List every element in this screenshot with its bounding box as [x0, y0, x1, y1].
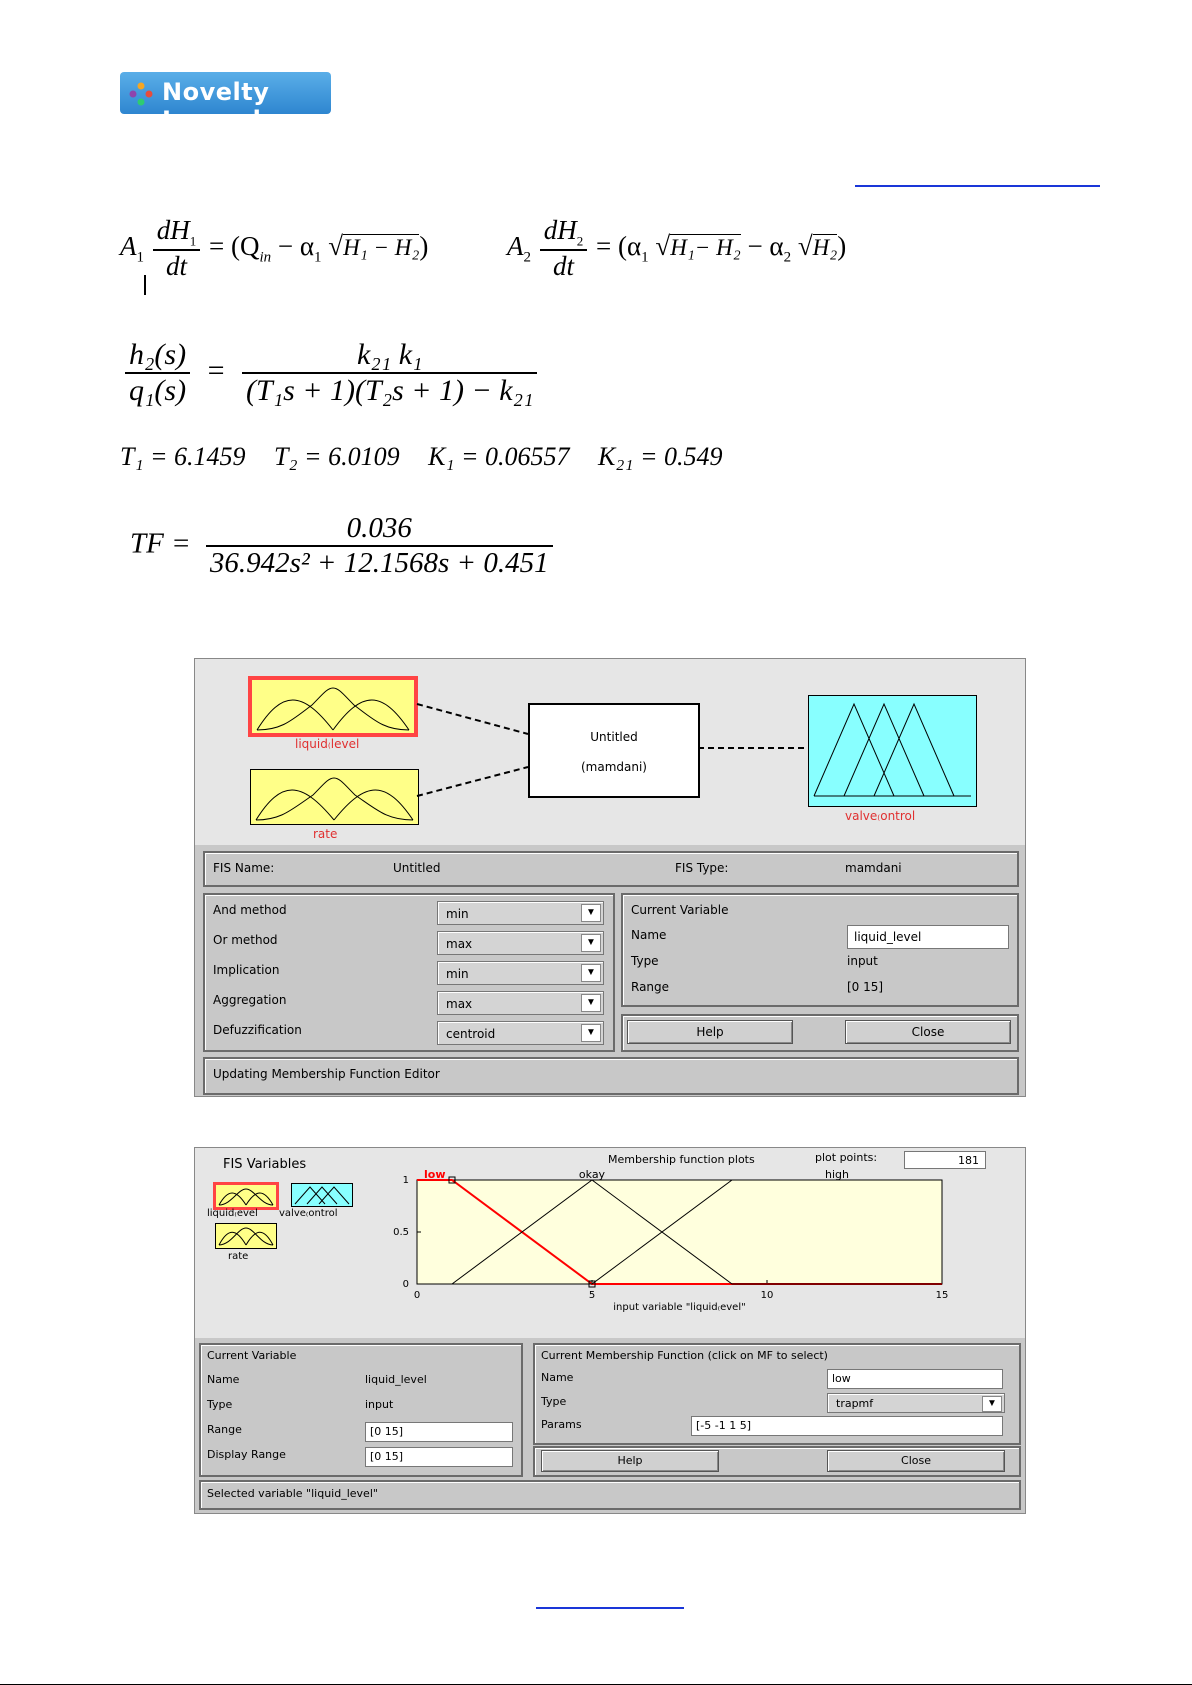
input1-label: liquid₍level	[295, 737, 360, 751]
output-label: valve₍ontrol	[845, 809, 916, 823]
and-method-select[interactable]: min ▼	[437, 901, 604, 925]
current-variable-group	[621, 893, 1019, 1007]
defuzzification-label: Defuzzification	[213, 1023, 302, 1037]
logo-dots-icon	[128, 81, 154, 107]
mf-status-bar	[199, 1480, 1021, 1510]
chevron-down-icon: ▼	[581, 1024, 601, 1042]
text-cursor	[144, 275, 146, 295]
fis-info-group	[203, 851, 1019, 887]
mf-label-high: high	[825, 1168, 849, 1181]
output-valve-control-box[interactable]	[808, 695, 977, 807]
header-link[interactable]	[855, 185, 1100, 187]
fis-name-value: Untitled	[393, 861, 441, 875]
mf-cv-type-label: Type	[207, 1398, 233, 1411]
current-mf-title: Current Membership Function (click on MF to select)	[541, 1349, 828, 1362]
cv-range-value: [0 15]	[847, 980, 884, 994]
mf-params-input[interactable]: [-5 -1 1 5]	[691, 1416, 1003, 1436]
mf-range-input[interactable]: [0 15]	[365, 1422, 513, 1442]
plot-background	[417, 1180, 942, 1284]
close-button[interactable]: Close	[845, 1020, 1011, 1044]
var-rate-box[interactable]	[215, 1223, 277, 1249]
implication-select[interactable]: min ▼	[437, 961, 604, 985]
fis-system-box[interactable]	[528, 703, 700, 798]
chevron-down-icon: ▼	[581, 934, 601, 952]
mf-cv-name-label: Name	[207, 1373, 240, 1386]
mf-cv-type-value: input	[365, 1398, 394, 1411]
or-method-select[interactable]: max ▼	[437, 931, 604, 955]
cv-type-value: input	[847, 954, 878, 968]
var-label-valve: valve₍ontrol	[279, 1208, 338, 1219]
mf-type-label: Type	[541, 1395, 567, 1408]
y-tick-label: 0.5	[393, 1227, 409, 1238]
fis-diagram	[195, 659, 1025, 845]
input2-label: rate	[313, 827, 338, 841]
x-tick-label: 10	[760, 1290, 774, 1301]
aggregation-label: Aggregation	[213, 993, 287, 1007]
x-tick-label: 5	[588, 1290, 596, 1301]
cv-name-input[interactable]: liquid_level	[847, 925, 1009, 949]
var-valve-control-box[interactable]	[291, 1183, 353, 1207]
mf-plot-area	[195, 1148, 1025, 1338]
mf-display-range-label: Display Range	[207, 1448, 286, 1461]
equation-transfer-ratio: $\frac{\text{h₂(s)}}{\text{q₁(s)}}$ = $\frac{\text{k₂₁ k₁}}{\text{(T₁s + 1)(T₂s + 1) − k₂₁}}$	[125, 338, 537, 408]
fis-name-label: FIS Name:	[213, 861, 275, 875]
equation-tank1: $A_1$ $\frac{dH_1}{dt}$ = ($Q_{in} - \alpha_1$ √H₁ − H₂)	[120, 215, 429, 282]
mf-close-button[interactable]: Close	[827, 1450, 1005, 1472]
cv-range-label: Range	[631, 980, 670, 994]
and-method-label: And method	[213, 903, 287, 917]
fis-type-value: mamdani	[845, 861, 902, 875]
mf-cv-name-value: liquid_level	[365, 1373, 427, 1386]
cv-type-label: Type	[631, 954, 659, 968]
plot-points-input[interactable]: 181	[904, 1151, 986, 1169]
buttons-group	[621, 1014, 1019, 1052]
mf-editor-window	[194, 1147, 1026, 1514]
mf-params-label: Params	[541, 1418, 582, 1431]
mf-name-input[interactable]: low	[827, 1369, 1003, 1389]
system-type: (mamdani)	[580, 760, 647, 774]
equation-tank2: $A_2$ $\frac{dH_2}{dt}$ = ($\alpha_1$ $√H_1- H_2 - \alpha_2$ √H₂)	[507, 215, 847, 282]
footer-link[interactable]	[536, 1607, 684, 1609]
plot-points-label: plot points:	[815, 1151, 878, 1164]
journal-logo	[120, 72, 331, 134]
chevron-down-icon: ▼	[581, 994, 601, 1012]
implication-label: Implication	[213, 963, 280, 977]
equation-tf: TF = $\frac{0.036}{\text{36.942s² + 12.1568s + 0.451}}$	[130, 512, 553, 580]
status-text: Updating Membership Function Editor	[213, 1067, 440, 1081]
mf-name-label: Name	[541, 1371, 574, 1384]
or-method-label: Or method	[213, 933, 278, 947]
defuzzification-select[interactable]: centroid ▼	[437, 1021, 604, 1045]
mf-type-select[interactable]: trapmf ▼	[827, 1393, 1005, 1413]
chevron-down-icon: ▼	[581, 904, 601, 922]
chevron-down-icon: ▼	[982, 1396, 1002, 1412]
cv-name-label: Name	[631, 928, 667, 942]
mf-status-text: Selected variable "liquid_level"	[207, 1487, 378, 1500]
system-name: Untitled	[590, 730, 638, 744]
fis-editor-window	[194, 658, 1026, 1097]
mf-display-range-input[interactable]: [0 15]	[365, 1447, 513, 1467]
x-tick-label: 0	[413, 1290, 421, 1301]
current-mf-group	[533, 1343, 1021, 1445]
var-liquid-level-box[interactable]	[213, 1182, 279, 1210]
y-tick-label: 0	[402, 1279, 409, 1290]
mf-help-button[interactable]: Help	[541, 1450, 719, 1472]
mf-current-variable-group	[199, 1343, 523, 1477]
chevron-down-icon: ▼	[581, 964, 601, 982]
x-tick-label: 15	[935, 1290, 949, 1301]
methods-group	[203, 893, 615, 1052]
status-bar	[203, 1057, 1019, 1095]
help-button[interactable]: Help	[627, 1020, 793, 1044]
current-variable-title: Current Variable	[631, 903, 729, 917]
mf-label-okay: okay	[578, 1168, 606, 1181]
y-tick-label: 1	[402, 1175, 409, 1186]
fis-type-label: FIS Type:	[675, 861, 729, 875]
x-axis-label: input variable "liquid₍evel"	[613, 1302, 746, 1313]
mf-cv-range-label: Range	[207, 1423, 242, 1436]
var-label-rate: rate	[228, 1251, 249, 1262]
aggregation-select[interactable]: max ▼	[437, 991, 604, 1015]
mf-label-low: low	[424, 1168, 446, 1181]
model-parameters: T₁ = 6.1459 T₂ = 6.0109 K₁ = 0.06557 K₂₁ = 0.549	[120, 442, 723, 471]
fis-variables-title: FIS Variables	[223, 1157, 307, 1172]
plot-title: Membership function plots	[608, 1153, 755, 1166]
mf-cv-title: Current Variable	[207, 1349, 297, 1362]
membership-function-plot[interactable]	[385, 1168, 1025, 1344]
logo-text: Novelty Journals	[162, 78, 277, 134]
mf-buttons-group	[533, 1446, 1021, 1477]
var-label-liquid: liquid₍evel	[207, 1208, 258, 1219]
